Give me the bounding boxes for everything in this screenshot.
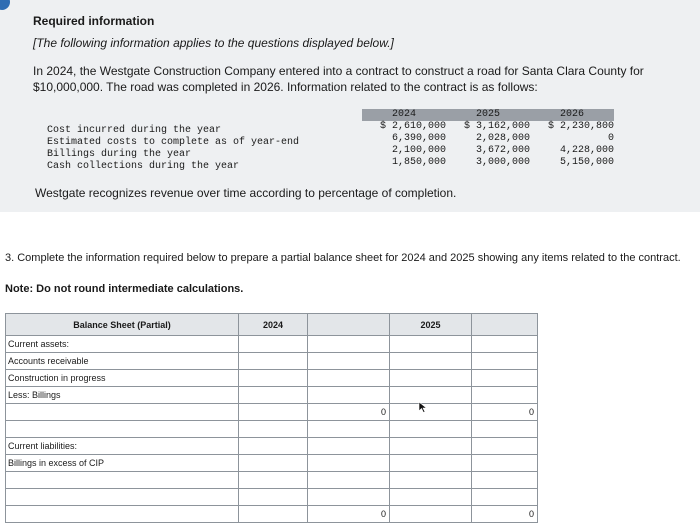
partial-balance-sheet-table (5, 313, 538, 523)
billings-in-excess-label[interactable]: Billings in excess of CIP (6, 455, 239, 472)
input-cell[interactable] (308, 455, 390, 472)
value-2024-cost: $ 2,610,000 (379, 121, 446, 132)
input-cell[interactable] (308, 353, 390, 370)
input-cell[interactable] (308, 387, 390, 404)
input-cell[interactable] (472, 370, 538, 387)
liabilities-total-2024: 0 (308, 506, 390, 523)
value-2025-cost: $ 3,162,000 (463, 121, 530, 132)
input-cell[interactable] (308, 438, 390, 455)
input-cell[interactable] (239, 489, 308, 506)
input-cell[interactable] (472, 455, 538, 472)
assets-subtotal-2025: 0 (472, 404, 538, 421)
value-2026-collections: 5,150,000 (559, 157, 614, 168)
billings-in-excess-2025-input[interactable] (390, 455, 472, 472)
less-billings-label[interactable]: Less: Billings (6, 387, 239, 404)
value-2024-billings: 2,100,000 (391, 145, 446, 156)
less-billings-2025-input[interactable] (390, 387, 472, 404)
input-cell[interactable] (390, 472, 472, 489)
input-cell[interactable] (472, 387, 538, 404)
value-2026-billings: 4,228,000 (559, 145, 614, 156)
construction-in-progress-2025-input[interactable] (390, 370, 472, 387)
table-row (6, 506, 538, 523)
info-dot-icon (0, 0, 10, 10)
less-billings-2024-input[interactable] (239, 387, 308, 404)
table-row (6, 489, 538, 506)
contract-row-labels (47, 125, 299, 173)
input-cell (390, 421, 472, 438)
input-cell[interactable] (472, 489, 538, 506)
input-cell[interactable] (390, 336, 472, 353)
input-cell[interactable] (472, 472, 538, 489)
input-cell[interactable] (308, 489, 390, 506)
current-assets-label: Current assets: (6, 336, 239, 353)
spacer-cell (6, 421, 239, 438)
value-2024-collections: 1,850,000 (391, 157, 446, 168)
row-label-billings: Billings during the year (47, 149, 192, 160)
question-3-text: 3. Complete the information required below to prepare a partial balance sheet for 2024 and 2025 showing any items related to the contract. (5, 252, 681, 264)
input-cell[interactable] (239, 472, 308, 489)
input-cell[interactable] (239, 506, 308, 523)
contract-intro-text: In 2024, the Westgate Construction Company entered into a contract to construct a road for Santa Clara County for $10,000,000. The road was completed in 2026. Information related to the contract is as follows: (33, 64, 644, 94)
value-2025-collections: 3,000,000 (475, 157, 530, 168)
value-2026-estimate: 0 (607, 133, 614, 144)
input-cell (308, 421, 390, 438)
table-row (6, 370, 538, 387)
year-column-2025 (446, 109, 530, 169)
input-cell[interactable] (308, 370, 390, 387)
input-cell[interactable] (239, 438, 308, 455)
table-header-row (6, 314, 538, 336)
value-2025-billings: 3,672,000 (475, 145, 530, 156)
year-header-2026: 2026 (530, 109, 614, 121)
input-cell[interactable] (308, 472, 390, 489)
row-label-cost-incurred: Cost incurred during the year (47, 125, 222, 136)
input-cell[interactable] (390, 489, 472, 506)
table-row (6, 387, 538, 404)
input-cell[interactable] (472, 438, 538, 455)
accounts-receivable-2024-input[interactable] (239, 353, 308, 370)
construction-in-progress-label[interactable]: Construction in progress (6, 370, 239, 387)
table-row (6, 421, 538, 438)
column-header-2024-extra (308, 314, 390, 336)
input-cell (239, 421, 308, 438)
input-cell[interactable] (239, 404, 308, 421)
table-row (6, 438, 538, 455)
table-row (6, 336, 538, 353)
liabilities-total-2025: 0 (472, 506, 538, 523)
required-information-panel (0, 0, 700, 212)
input-cell[interactable] (390, 506, 472, 523)
input-cell[interactable] (390, 438, 472, 455)
input-cell[interactable] (6, 489, 239, 506)
input-cell[interactable] (308, 336, 390, 353)
assets-subtotal-2024: 0 (308, 404, 390, 421)
input-cell[interactable] (472, 353, 538, 370)
input-cell[interactable] (390, 404, 472, 421)
table-row (6, 472, 538, 489)
year-column-2024 (362, 109, 446, 169)
year-header-2024: 2024 (362, 109, 446, 121)
year-header-2025: 2025 (446, 109, 530, 121)
construction-in-progress-2024-input[interactable] (239, 370, 308, 387)
input-cell[interactable] (6, 472, 239, 489)
value-2024-estimate: 6,390,000 (391, 133, 446, 144)
column-header-2025: 2025 (390, 314, 472, 336)
current-liabilities-label: Current liabilities: (6, 438, 239, 455)
billings-in-excess-2024-input[interactable] (239, 455, 308, 472)
column-header-2024: 2024 (239, 314, 308, 336)
balance-sheet-header: Balance Sheet (Partial) (6, 314, 239, 336)
row-label-estimated-costs: Estimated costs to complete as of year-end (47, 137, 300, 148)
value-2026-cost: $ 2,230,800 (547, 121, 614, 132)
table-row (6, 404, 538, 421)
input-cell[interactable] (239, 336, 308, 353)
input-cell (472, 421, 538, 438)
required-information-subtitle: [The following information applies to the questions displayed below.] (33, 36, 394, 50)
year-column-2026 (530, 109, 614, 169)
required-information-title: Required information (33, 14, 155, 28)
table-row (6, 353, 538, 370)
input-cell[interactable] (472, 336, 538, 353)
mouse-cursor-icon (418, 401, 428, 413)
revenue-recognition-text: Westgate recognizes revenue over time according to percentage of completion. (35, 186, 457, 200)
total-label-cell[interactable] (6, 506, 239, 523)
column-header-2025-extra (472, 314, 538, 336)
table-row (6, 455, 538, 472)
rounding-note: Note: Do not round intermediate calculations. (5, 283, 244, 295)
value-2025-estimate: 2,028,000 (475, 133, 530, 144)
accounts-receivable-label[interactable]: Accounts receivable (6, 353, 239, 370)
subtotal-label-cell[interactable] (6, 404, 239, 421)
accounts-receivable-2025-input[interactable] (390, 353, 472, 370)
row-label-cash-collections: Cash collections during the year (47, 161, 240, 172)
